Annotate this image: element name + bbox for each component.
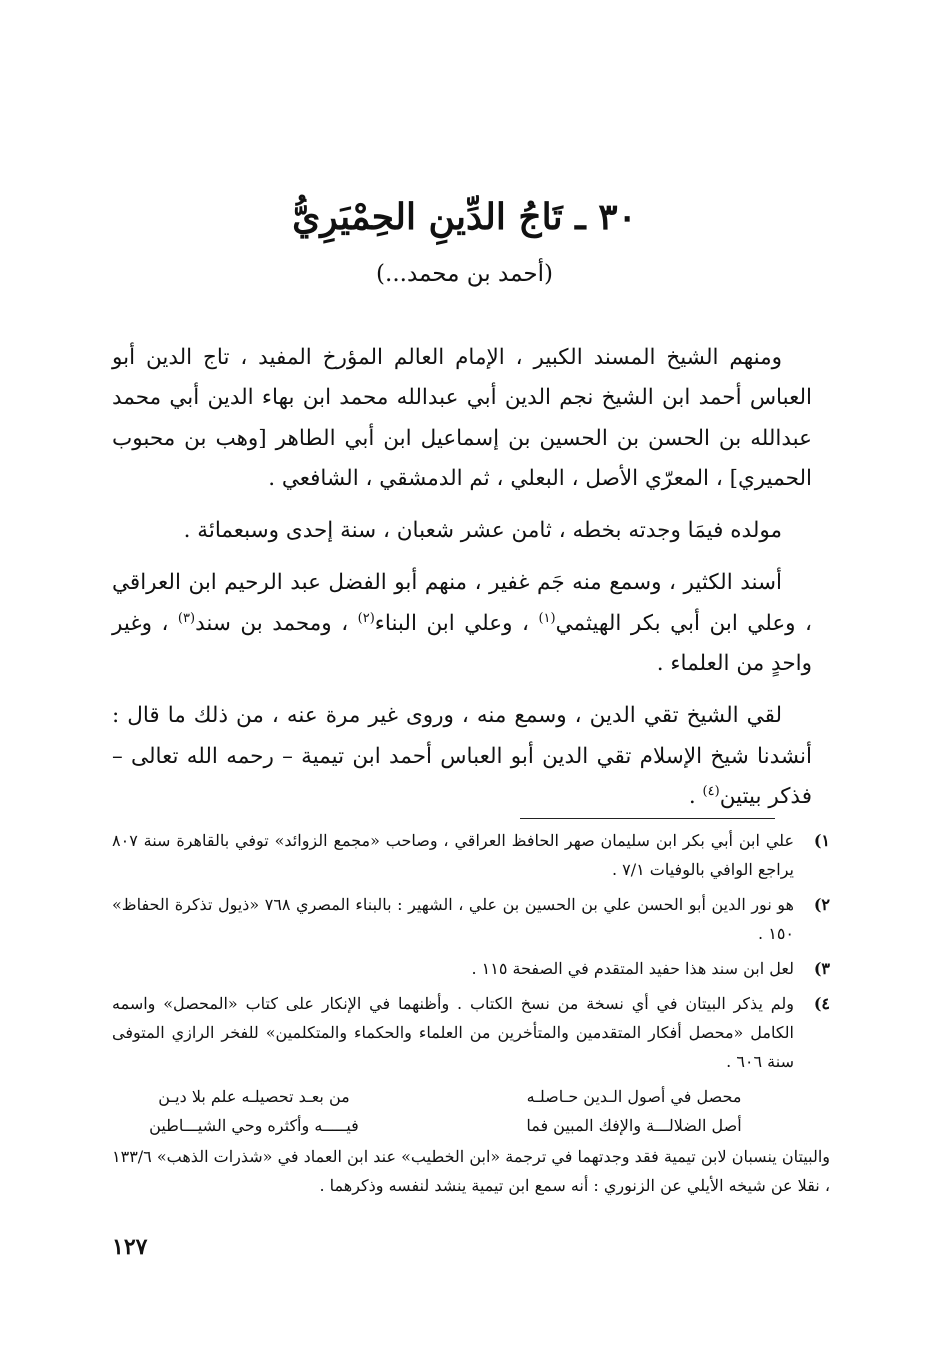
narrators-text-b: ، وعلي ابن البناء <box>374 610 539 636</box>
paragraph-narrators <box>112 563 812 684</box>
verse-hemistich: أصل الضلالـــة والإفك المبين فما <box>526 1116 742 1135</box>
footnote-number: ٣) <box>813 959 830 978</box>
footnote-divider <box>520 818 775 819</box>
paragraph-ibn-taymiyya <box>112 696 812 817</box>
footnote-text: لعل ابن سند هذا حفيد المتقدم في الصفحة ١١٥ . <box>471 959 794 978</box>
footnote-ref-3[interactable]: (٣) <box>177 610 196 626</box>
verse-line <box>94 1111 794 1140</box>
verse-hemistich: محصل في أصول الـدين حـاصلـه <box>526 1087 742 1106</box>
main-text <box>112 338 812 829</box>
taymiyya-text-b: . <box>688 783 703 809</box>
footnotes <box>112 826 830 1200</box>
footnote-continuation: والبيتان ينسبان لابن تيمية فقد وجدتهما في ترجمة «ابن الخطيب» عند ابن العماد في «شذرات الذهب» ١٣٣/٦ ، نقلا عن شيخه الأيلي عن الزنوري : أنه سمع ابن تيمية ينشد لنفسه وذكرهما . <box>112 1147 830 1195</box>
footnote-ref-2[interactable]: (٢) <box>357 610 375 626</box>
narrators-text-a: أسند الكثير ، وسمع منه جَم غفير ، منهم أبو الفضل عبد الرحيم ابن العراقي ، وعلي ابن أبي بكر الهيثمي <box>112 570 812 636</box>
footnote-ref-1[interactable]: (١) <box>538 610 556 626</box>
verse-line <box>94 1082 794 1111</box>
footnote-3 <box>112 954 830 983</box>
verse-hemistich: فيـــــه وأكثره وحي الشيـــاطين <box>149 1116 359 1135</box>
footnote-number: ٤) <box>813 994 830 1013</box>
footnote-number: ١) <box>813 831 830 850</box>
narrators-text-d: ، وغير واحدٍ من العلماء . <box>112 610 812 677</box>
narrators-text-c: ، ومحمد بن سند <box>195 610 358 636</box>
poem-verses <box>112 1082 830 1140</box>
verse-hemistich: من بعـد تحصيلـه علم بلا ديـن <box>158 1087 350 1106</box>
footnote-text: ولم يذكر البيتان في أي نسخة من نسخ الكتاب . وأظنهما في الإنكار على كتاب «المحصل» واسمه الكامل «محصل أفكار المتقدمين والمتأخرين من العلماء والحكماء والمتكلمين» للفخر الرازي المتوفى سنة ٦٠٦ . <box>112 994 794 1071</box>
footnote-number: ٢) <box>813 895 830 914</box>
footnote-1 <box>112 826 830 884</box>
footnote-2 <box>112 890 830 948</box>
chapter-subtitle: (أحمد بن محمد...) <box>376 261 553 287</box>
page-number: ١٢٧ <box>112 1234 148 1260</box>
footnote-4 <box>112 989 830 1076</box>
footnote-text: هو نور الدين أبو الحسن علي بن الحسين بن علي ، الشهير : بالبناء المصري ٧٦٨ «ذيول تذكرة الحفاظ» ١٥٠ . <box>112 895 794 943</box>
chapter-title: ٣٠ ـ تَاجُ الدِّينِ الحِمْيَرِيُّ <box>292 196 637 238</box>
paragraph-birth: مولده فيمَا وجدته بخطه ، ثامن عشر شعبان ، سنة إحدى وسبعمائة . <box>183 518 782 544</box>
paragraph-biography: ومنهم الشيخ المسند الكبير ، الإمام العالم المؤرخ المفيد ، تاج الدين أبو العباس أحمد ابن الشيخ نجم الدين أبي عبدالله محمد ابن بهاء الدين أبي محمد عبدالله بن الحسن بن الحسين بن إسماعيل ابن أبي الطاهر [وهب بن محبوب الحميري] ، المعرّي الأصل ، البعلي ، ثم الدمشقي ، الشافعي . <box>112 345 812 491</box>
footnote-text: علي ابن أبي بكر ابن سليمان صهر الحافظ العراقي ، وصاحب «مجمع الزوائد» توفي بالقاهرة سنة ٨٠٧ يراجع الوافي بالوفيات ٧/١ . <box>112 831 794 879</box>
footnote-ref-4[interactable]: (٤) <box>702 783 720 799</box>
taymiyya-text-a: لقي الشيخ تقي الدين ، وسمع منه ، وروى غير مرة عنه ، من ذلك ما قال : أنشدنا شيخ الإسلام تقي الدين أبو العباس أحمد ابن تيمية – رحمه الله تعالى – فذكر بيتين <box>112 703 812 809</box>
